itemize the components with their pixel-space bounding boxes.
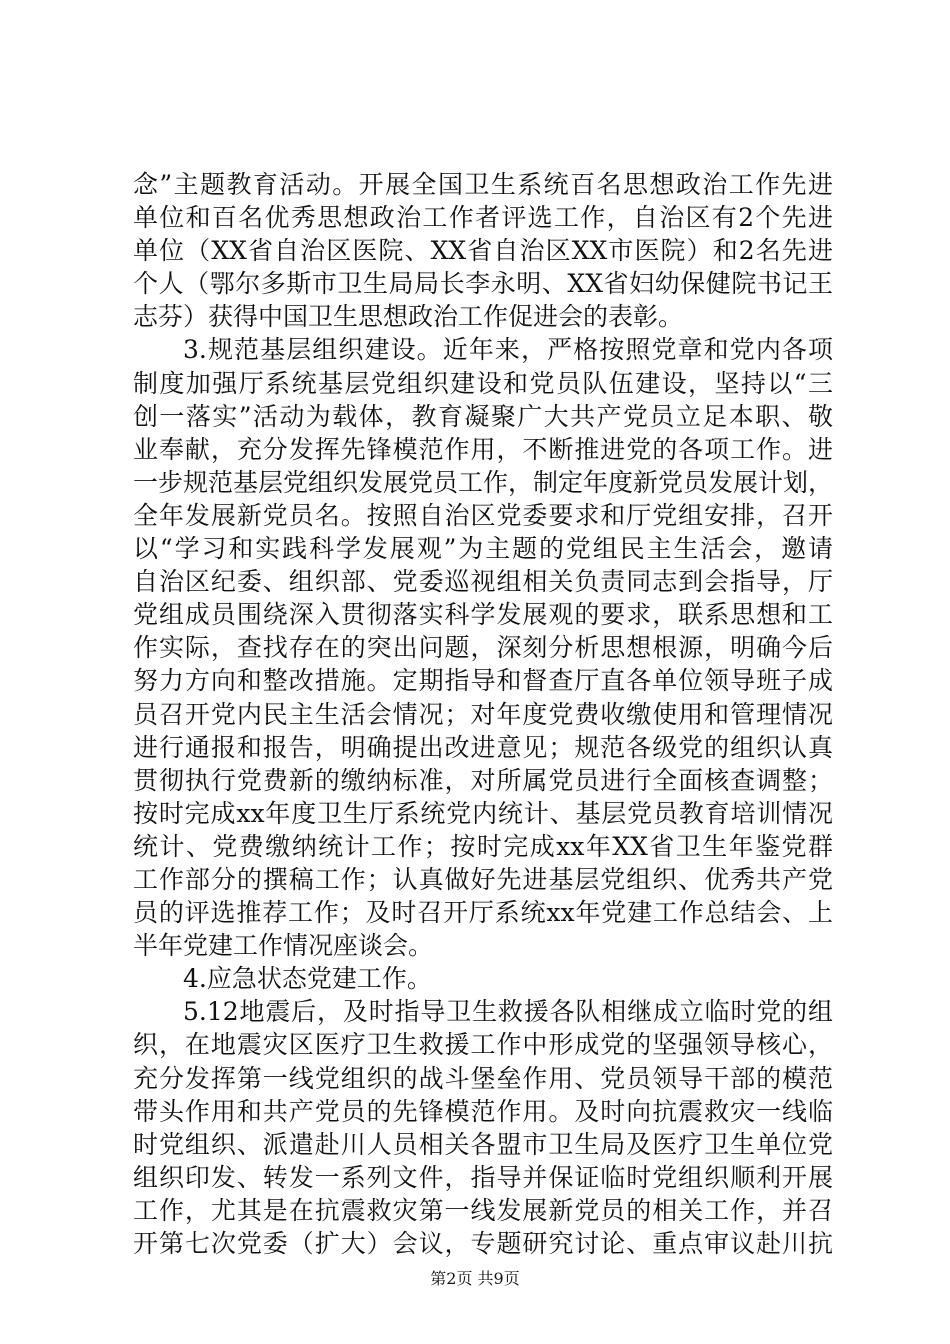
text-line: 制度加强厅系统基层党组织建设和党员队伍建设，坚持以“三 <box>133 368 833 398</box>
text-line: 3.规范基层组织建设。近年来，严格按照党章和党内各项 <box>183 335 833 365</box>
text-line: 半年党建工作情况座谈会。 <box>133 931 434 961</box>
text-line: 单位和百名优秀思想政治工作者评选工作，自治区有2个先进 <box>133 203 833 233</box>
text-line: 以“学习和实践科学发展观”为主题的党组民主生活会，邀请 <box>133 534 833 564</box>
text-line: 组织印发、转发一系列文件，指导并保证临时党组织顺利开展 <box>133 1162 833 1192</box>
text-line: 念”主题教育活动。开展全国卫生系统百名思想政治工作先进 <box>133 170 833 199</box>
text-line: 业奉献，充分发挥先锋模范作用，不断推进党的各项工作。进 <box>133 434 833 464</box>
text-line: 统计、党费缴纳统计工作；按时完成xx年XX省卫生年鉴党群 <box>133 831 833 861</box>
text-line: 进行通报和报告，明确提出改进意见；规范各级党的组织认真 <box>133 732 833 762</box>
text-line: 自治区纪委、组织部、党委巡视组相关负责同志到会指导，厅 <box>133 567 833 597</box>
text-line: 开第七次党委（扩大）会议，专题研究讨论、重点审议赴川抗 <box>133 1229 833 1258</box>
text-line: 一步规范基层党组织发展党员工作，制定年度新党员发展计划， <box>133 467 834 497</box>
text-line: 个人（鄂尔多斯市卫生局局长李永明、XX省妇幼保健院书记王 <box>133 269 833 299</box>
text-line: 党组成员围绕深入贯彻落实科学发展观的要求，联系思想和工 <box>133 600 833 630</box>
text-line: 织，在地震灾区医疗卫生救援工作中形成党的坚强领导核心， <box>133 1030 833 1060</box>
text-line: 创一落实”活动为载体，教育凝聚广大共产党员立足本职、敬 <box>133 401 833 431</box>
text-line: 5.12地震后，及时指导卫生救援各队相继成立临时党的组 <box>183 997 833 1027</box>
text-line: 努力方向和整改措施。定期指导和督查厅直各单位领导班子成 <box>133 666 833 696</box>
text-line: 时党组织、派遣赴川人员相关各盟市卫生局及医疗卫生单位党 <box>133 1129 833 1159</box>
text-line: 志芬）获得中国卫生思想政治工作促进会的表彰。 <box>133 302 684 332</box>
text-line: 充分发挥第一线党组织的战斗堡垒作用、党员领导干部的模范 <box>133 1063 833 1093</box>
text-line: 全年发展新党员名。按照自治区党委要求和厅党组安排，召开 <box>133 500 833 530</box>
text-line: 按时完成xx年度卫生厅系统党内统计、基层党员教育培训情况 <box>133 798 833 828</box>
text-line: 带头作用和共产党员的先锋模范作用。及时向抗震救灾一线临 <box>133 1096 833 1126</box>
page-footer: 第2页 共9页 <box>430 1269 520 1288</box>
body-text <box>133 168 833 1260</box>
text-line: 贯彻执行党费新的缴纳标准，对所属党员进行全面核查调整； <box>133 765 833 795</box>
text-line: 员召开党内民主生活会情况；对年度党费收缴使用和管理情况 <box>133 699 833 729</box>
text-line: 工作，尤其是在抗震救灾第一线发展新党员的相关工作，并召 <box>133 1195 833 1225</box>
text-line: 4.应急状态党建工作。 <box>183 964 432 994</box>
text-line: 员的评选推荐工作；及时召开厅系统xx年党建工作总结会、上 <box>133 898 833 928</box>
text-line: 单位（XX省自治区医院、XX省自治区XX市医院）和2名先进 <box>133 236 833 266</box>
text-line: 作实际，查找存在的突出问题，深刻分析思想根源，明确今后 <box>133 633 833 663</box>
text-line: 工作部分的撰稿工作；认真做好先进基层党组织、优秀共产党 <box>133 864 833 894</box>
